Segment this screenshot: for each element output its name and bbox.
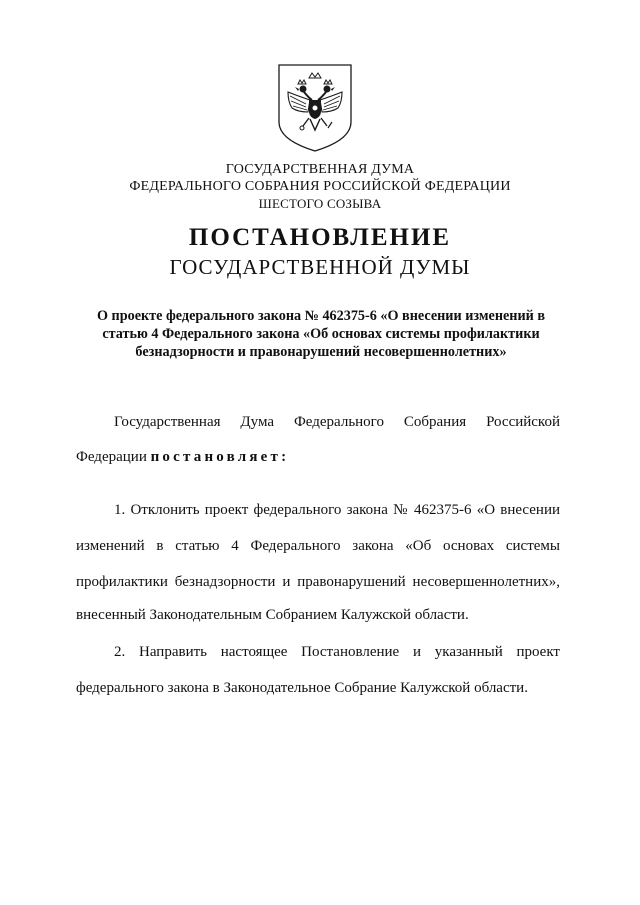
subject-line: О проекте федерального закона № 462375-6 «О внесении изменений в — [96, 308, 546, 324]
item-2-line: 2. Направить настоящее Постановление и указанный проект — [114, 644, 560, 660]
resolves-verb: постановляет: — [150, 449, 290, 465]
intro-prefix: Федерации — [76, 449, 151, 465]
subject-line: статью 4 Федерального закона «Об основах системы профилактики — [102, 326, 540, 342]
item-1-line: внесенный Законодательным Собранием Калужской области. — [76, 607, 469, 623]
document-title: ПОСТАНОВЛЕНИЕ — [188, 224, 452, 251]
header-duma: ГОСУДАРСТВЕННАЯ ДУМА — [225, 162, 415, 177]
intro-paragraph-line: Государственная Дума Федерального Собрания Российской — [114, 414, 560, 430]
item-1-line: профилактики безнадзорности и правонарушений несовершеннолетних», — [76, 574, 560, 590]
item-1-line: 1. Отклонить проект федерального закона № 462375-6 «О внесении — [114, 502, 560, 518]
header-federal-assembly: ФЕДЕРАЛЬНОГО СОБРАНИЯ РОССИЙСКОЙ ФЕДЕРАЦИИ — [129, 179, 511, 194]
item-1-line: изменений в статью 4 Федерального закона «Об основах системы — [76, 538, 560, 554]
coat-of-arms-icon — [276, 62, 354, 154]
item-2-line: федерального закона в Законодательное Собрание Калужской области. — [76, 680, 528, 696]
intro-paragraph-line — [76, 450, 560, 465]
subject-heading — [76, 307, 566, 361]
subject-line: безнадзорности и правонарушений несовершеннолетних» — [135, 344, 507, 360]
header-convocation: ШЕСТОГО СОЗЫВА — [258, 196, 382, 211]
document-subtitle: ГОСУДАРСТВЕННОЙ ДУМЫ — [169, 255, 471, 279]
